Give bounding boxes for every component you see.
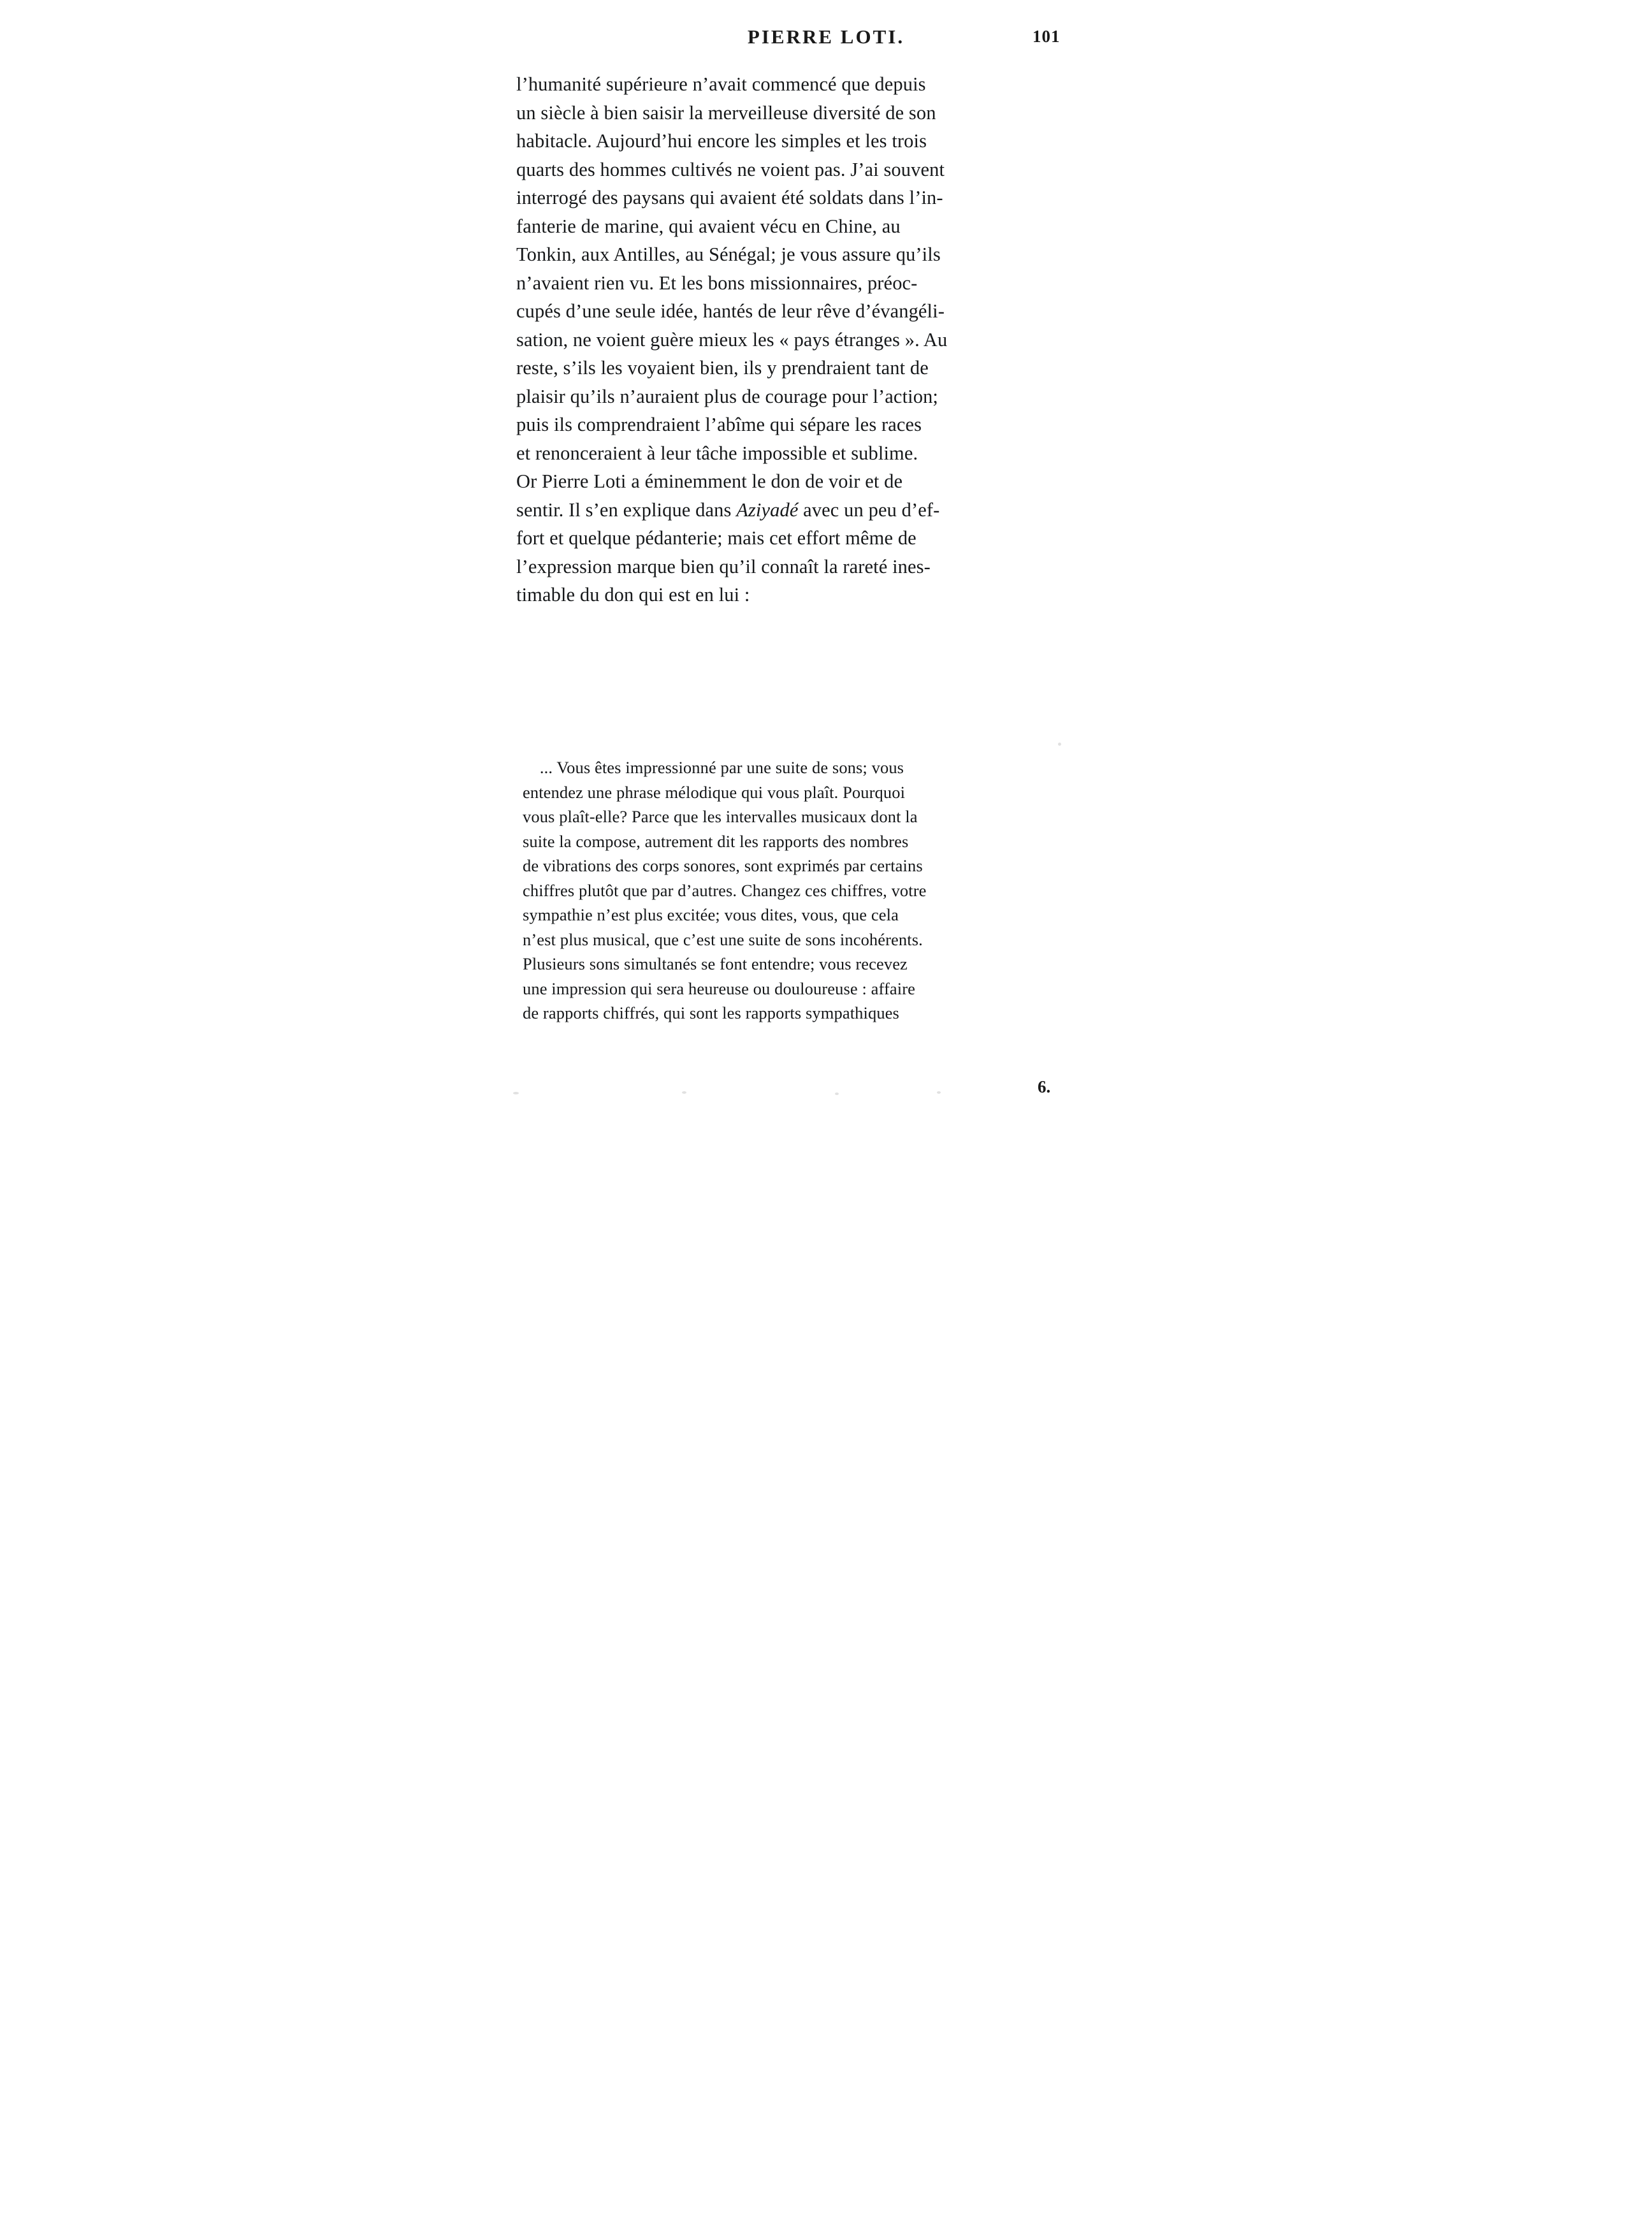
body-line: cupés d’une seule idée, hantés de leur rêve d’évangéli- (516, 300, 945, 322)
scan-speckle (937, 1091, 941, 1094)
page-number: 101 (1032, 27, 1061, 46)
body-line: et renonceraient à leur tâche impossible et sublime. (516, 442, 918, 464)
quote-line: une impression qui sera heureuse ou douloureuse : affaire (523, 978, 915, 998)
quote-line: vous plaît-elle? Parce que les intervalles musicaux dont la (523, 807, 918, 826)
scan-speckle (682, 1091, 686, 1094)
body-line: reste, s’ils les voyaient bien, ils y prendraient tant de (516, 357, 929, 379)
body-line: un siècle à bien saisir la merveilleuse diversité de son (516, 101, 936, 124)
body-line: fort et quelque pédanterie; mais cet effort même de (516, 527, 917, 549)
body-line: fanterie de marine, qui avaient vécu en Chine, au (516, 215, 901, 237)
quote-line: de rapports chiffrés, qui sont les rapports sympathiques (523, 1003, 899, 1022)
body-line: sation, ne voient guère mieux les « pays étranges ». Au (516, 328, 948, 351)
book-title: Aziyadé (736, 498, 799, 521)
body-line-text: sentir. Il s’en explique dans (516, 498, 737, 521)
quote-line: suite la compose, autrement dit les rapports des nombres (523, 831, 909, 851)
body-line-text: avec un peu d’ef- (798, 498, 940, 521)
scan-speckle (1058, 743, 1061, 746)
body-line: n’avaient rien vu. Et les bons missionnaires, préoc- (516, 272, 918, 294)
body-line: puis ils comprendraient l’abîme qui sépare les races (516, 414, 922, 435)
body-line: plaisir qu’ils n’auraient plus de courage pour l’action; (516, 385, 938, 407)
running-head-title: PIERRE LOTI. (747, 25, 905, 48)
block-quotation (523, 755, 1134, 1026)
body-text (516, 70, 1141, 609)
body-line: Or Pierre Loti a éminemment le don de voir et de (516, 470, 903, 492)
body-line: interrogé des paysans qui avaient été soldats dans l’in- (516, 187, 943, 208)
scan-speckle (513, 1092, 519, 1094)
scan-speckle (835, 1093, 839, 1095)
quote-line: ... Vous êtes impressionné par une suite de sons; vous (523, 758, 904, 777)
quote-line: Plusieurs sons simultanés se font entendre; vous recevez (523, 954, 908, 973)
sheet-signature: 6. (1038, 1077, 1051, 1096)
body-line: timable du don qui est en lui : (516, 584, 750, 606)
quote-line: de vibrations des corps sonores, sont exprimés par certains (523, 856, 923, 875)
body-line: Tonkin, aux Antilles, au Sénégal; je vous assure qu’ils (516, 243, 941, 265)
running-head (0, 25, 1652, 64)
body-line: l’humanité supérieure n’avait commencé que depuis (516, 73, 926, 95)
body-line: habitacle. Aujourd’hui encore les simples et les trois (516, 130, 927, 152)
quote-line: chiffres plutôt que par d’autres. Changez ces chiffres, votre (523, 880, 927, 900)
quote-line: entendez une phrase mélodique qui vous plaît. Pourquoi (523, 782, 906, 802)
quote-line: sympathie n’est plus excitée; vous dites, vous, que cela (523, 905, 899, 924)
body-line: quarts des hommes cultivés ne voient pas. J’ai souvent (516, 158, 945, 180)
body-line: l’expression marque bien qu’il connaît la rareté ines- (516, 555, 931, 577)
quote-line: n’est plus musical, que c’est une suite de sons incohérents. (523, 929, 923, 949)
body-line-with-title (516, 496, 1141, 525)
